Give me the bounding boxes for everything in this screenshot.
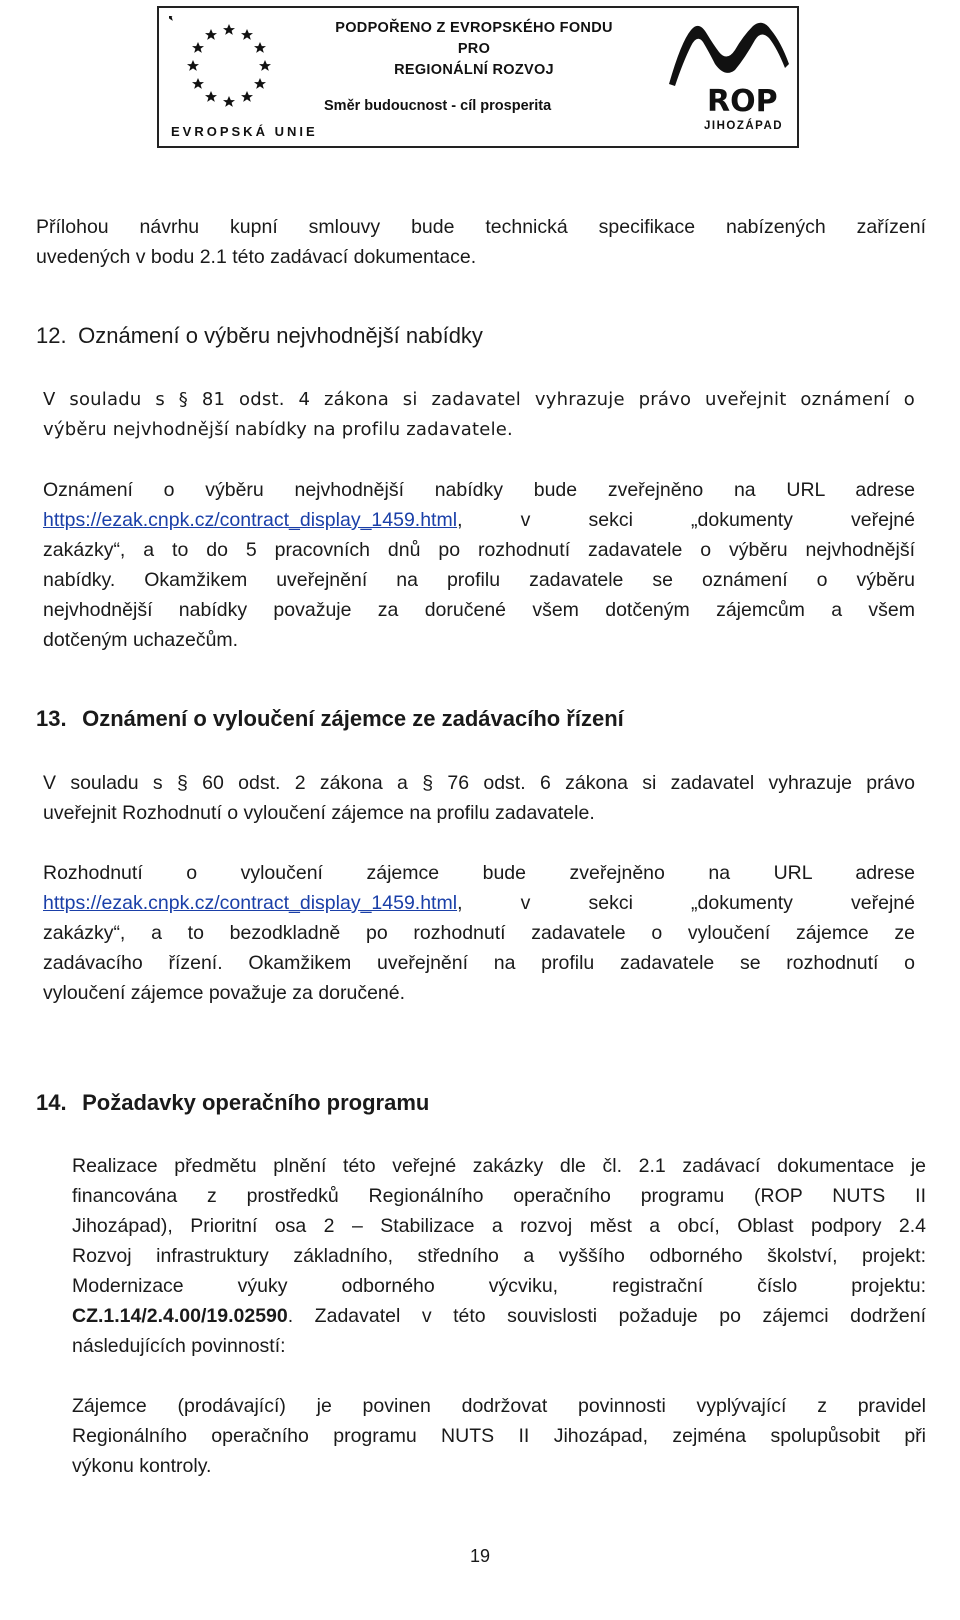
s12-p2-line-6: dotčeným uchazečům. — [43, 629, 239, 651]
s14-p1-line-6-rest: . Zadavatel v této souvislosti požaduje po zájemci dodržení — [287, 1305, 926, 1327]
rop-region: JIHOZÁPAD — [704, 120, 784, 132]
section-title: Oznámení o vyloučení zájemce ze zadávacího řízení — [82, 706, 624, 731]
fund-line-1: PODPOŘENO Z EVROPSKÉHO FONDU — [335, 20, 613, 36]
s12-p2-line-4: nabídky. Okamžikem uveřejnění na profilu zadavatele se oznámení o výběru — [43, 569, 915, 591]
s13-p2-line-3: zakázky“, a to bezodkladně po rozhodnutí zadavatele o vyloučení zájemce ze — [43, 922, 915, 944]
section-13-heading — [36, 706, 624, 732]
eu-stars-icon — [169, 16, 289, 116]
profile-url-link[interactable]: https://ezak.cnpk.cz/contract_display_1459.html — [43, 892, 458, 914]
fund-line-2: PRO — [457, 41, 491, 57]
link-suffix: , v sekci „dokumenty veřejné — [457, 892, 915, 914]
intro-line-2: uvedených v bodu 2.1 této zadávací dokumentace. — [36, 246, 477, 268]
link-suffix: , v sekci „dokumenty veřejné — [457, 509, 915, 531]
s13-p2-line-1: Rozhodnutí o vyloučení zájemce bude zveřejněno na URL adrese — [43, 862, 915, 884]
funding-banner — [157, 6, 799, 148]
section-14-heading — [36, 1090, 429, 1116]
rop-logo-text: ROP — [707, 84, 778, 119]
s14-p1-line-4: Rozvoj infrastruktury základního, středního a vyššího odborného školství, projekt: — [72, 1245, 926, 1267]
s14-p1-line-5: Modernizace výuky odborného výcviku, registrační číslo projektu: — [72, 1275, 926, 1297]
s13-p1-line-1: V souladu s § 60 odst. 2 zákona a § 76 odst. 6 zákona si zadavatel vyhrazuje právo — [43, 772, 915, 794]
s14-p1-line-3: Jihozápad), Prioritní osa 2 – Stabilizace a rozvoj měst a obcí, Oblast podpory 2.4 — [72, 1215, 926, 1237]
s12-p2-line-5: nejvhodnější nabídky považuje za doručené všem dotčeným zájemcům a všem — [43, 599, 915, 621]
s12-p1-line-1: V souladu s § 81 odst. 4 zákona si zadavatel vyhrazuje právo uveřejnit oznámení o — [43, 389, 915, 410]
s13-p2-line-4: zadávacího řízení. Okamžikem uveřejnění na profilu zadavatele se rozhodnutí o — [43, 952, 915, 974]
intro-line-1: Přílohou návrhu kupní smlouvy bude technická specifikace nabízených zařízení — [36, 216, 926, 238]
s13-p2-line-5: vyloučení zájemce považuje za doručené. — [43, 982, 406, 1004]
section-number: 14. — [36, 1090, 67, 1115]
eu-caption: EVROPSKÁ UNIE — [171, 124, 318, 139]
motto: Směr budoucnost - cíl prosperita — [324, 98, 552, 114]
fund-line-3: REGIONÁLNÍ ROZVOJ — [394, 62, 554, 78]
s12-p2-line-3: zakázky“, a to do 5 pracovních dnů po rozhodnutí zadavatele o výběru nejvhodnější — [43, 539, 915, 561]
section-number: 12. — [36, 323, 67, 348]
section-12-heading — [36, 323, 483, 349]
s14-p1-line-1: Realizace předmětu plnění této veřejné zakázky dle čl. 2.1 zadávací dokumentace je — [72, 1155, 926, 1177]
s14-p2-line-2: Regionálního operačního programu NUTS II Jihozápad, zejména spolupůsobit při — [72, 1425, 926, 1447]
s12-p2-line-2 — [43, 505, 915, 535]
section-title: Oznámení o výběru nejvhodnější nabídky — [78, 323, 483, 348]
s12-p2-line-1: Oznámení o výběru nejvhodnější nabídky bude zveřejněno na URL adrese — [43, 479, 915, 501]
page-number: 19 — [469, 1546, 491, 1566]
s13-p1-line-2: uveřejnit Rozhodnutí o vyloučení zájemce na profilu zadavatele. — [43, 802, 595, 824]
s12-p1-line-2: výběru nejvhodnější nabídky na profilu zadavatele. — [43, 419, 513, 440]
s14-p1-line-2: financována z prostředků Regionálního operačního programu (ROP NUTS II — [72, 1185, 926, 1207]
s14-p2-line-1: Zájemce (prodávající) je povinen dodržovat povinnosti vyplývající z pravidel — [72, 1395, 926, 1417]
s14-p1-line-7: následujících povinností: — [72, 1335, 286, 1357]
s14-p1-line-6 — [72, 1301, 926, 1331]
section-number: 13. — [36, 706, 67, 731]
s14-p2-line-3: výkonu kontroly. — [72, 1455, 212, 1477]
profile-url-link[interactable]: https://ezak.cnpk.cz/contract_display_1459.html — [43, 509, 458, 531]
registration-number: CZ.1.14/2.4.00/19.02590 — [72, 1305, 288, 1327]
s13-p2-line-2 — [43, 888, 915, 918]
section-title: Požadavky operačního programu — [82, 1090, 430, 1115]
